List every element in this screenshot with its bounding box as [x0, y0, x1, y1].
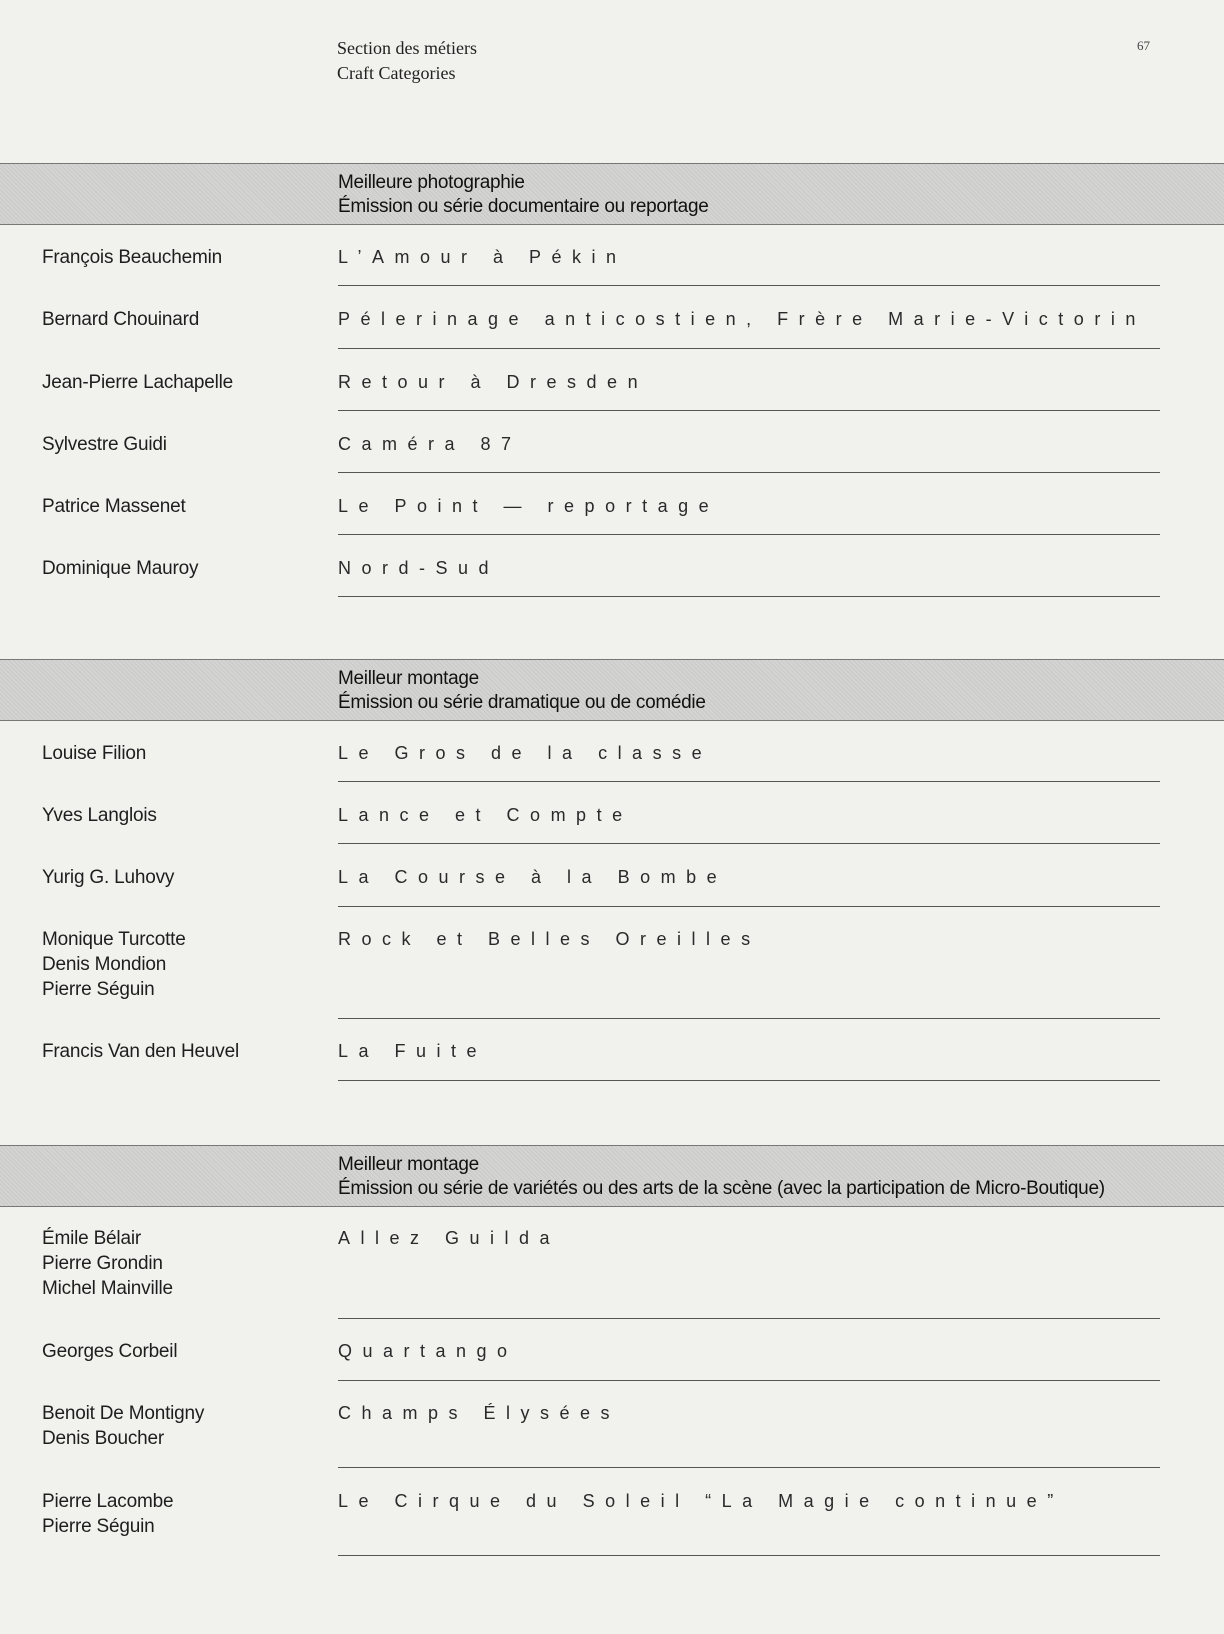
divider: [338, 1018, 1160, 1019]
nominee-names: [42, 1489, 173, 1539]
program-title: Caméra 87: [338, 434, 522, 454]
nominee-names: [42, 865, 174, 890]
nominee-name: Jean-Pierre Lachapelle: [42, 372, 233, 393]
program-title: Retour à Dresden: [338, 372, 649, 392]
divider: [338, 1080, 1160, 1081]
program-title: Lance et Compte: [338, 805, 633, 825]
nominee-name: François Beauchemin: [42, 247, 222, 268]
category-band: [0, 1145, 1224, 1207]
section-heading-en: Craft Categories: [337, 63, 456, 83]
nominee-names: [42, 803, 157, 828]
nominee-name: Louise Filion: [42, 743, 147, 764]
program-title: Pélerinage anticostien, Frère Marie-Victorin: [338, 309, 1146, 329]
nominee-name: Sylvestre Guidi: [42, 434, 167, 455]
program-title: Rock et Belles Oreilles: [338, 929, 761, 949]
divider: [338, 534, 1160, 535]
nominee-names: [42, 494, 186, 519]
category-section: [0, 1145, 1224, 1207]
program-title: Quartango: [338, 1341, 518, 1361]
program-title: Nord-Sud: [338, 558, 500, 578]
category-title: Meilleure photographie: [338, 172, 525, 193]
nominee-names: [42, 556, 198, 581]
nominee-names: [42, 741, 146, 766]
program-title: La Course à la Bombe: [338, 867, 728, 887]
program-title: L’Amour à Pékin: [338, 247, 627, 267]
divider: [338, 906, 1160, 907]
category-subtitle: Émission ou série de variétés ou des arts de la scène (avec la participation de Micro-Boutique): [338, 1178, 1105, 1199]
divider: [338, 472, 1160, 473]
category-section: [0, 163, 1224, 225]
divider: [338, 596, 1160, 597]
program-title: Le Cirque du Soleil “La Magie continue”: [338, 1491, 1064, 1511]
nominee-name: Patrice Massenet: [42, 496, 186, 517]
nominee-names: [42, 245, 222, 270]
nominee-name: Pierre Grondin: [42, 1253, 163, 1274]
category-section: [0, 659, 1224, 721]
program-title: Le Gros de la classe: [338, 743, 713, 763]
divider: [338, 410, 1160, 411]
nominee-name: Bernard Chouinard: [42, 309, 200, 330]
divider: [338, 1380, 1160, 1381]
nominee-name: Georges Corbeil: [42, 1341, 178, 1362]
nominee-names: [42, 1039, 239, 1064]
page-header: [337, 36, 477, 86]
nominee-name: Monique Turcotte: [42, 929, 186, 950]
divider: [338, 348, 1160, 349]
nominee-names: [42, 432, 167, 457]
nominee-name: Yves Langlois: [42, 805, 157, 826]
category-band: [0, 163, 1224, 225]
program-title: Allez Guilda: [338, 1228, 561, 1248]
nominee-name: Denis Boucher: [42, 1428, 165, 1449]
category-title: Meilleur montage: [338, 668, 479, 689]
category-subtitle: Émission ou série documentaire ou reportage: [338, 196, 709, 217]
nominee-name: Yurig G. Luhovy: [42, 867, 175, 888]
nominee-name: Dominique Mauroy: [42, 558, 199, 579]
nominee-name: Michel Mainville: [42, 1278, 173, 1299]
nominee-names: [42, 307, 199, 332]
nominee-names: [42, 1401, 204, 1451]
nominee-name: Denis Mondion: [42, 954, 167, 975]
program-title: Le Point — reportage: [338, 496, 720, 516]
category-title: Meilleur montage: [338, 1154, 479, 1175]
divider: [338, 1467, 1160, 1468]
section-heading-fr: Section des métiers: [337, 38, 477, 58]
page-number: 67: [1137, 38, 1150, 53]
divider: [338, 781, 1160, 782]
divider: [338, 843, 1160, 844]
category-band: [0, 659, 1224, 721]
nominee-names: [42, 1226, 173, 1301]
nominee-name: Benoit De Montigny: [42, 1403, 205, 1424]
divider: [338, 1318, 1160, 1319]
divider: [338, 1555, 1160, 1556]
nominee-name: Émile Bélair: [42, 1228, 141, 1249]
nominee-name: Francis Van den Heuvel: [42, 1041, 239, 1062]
nominee-name: Pierre Lacombe: [42, 1491, 174, 1512]
category-subtitle: Émission ou série dramatique ou de comédie: [338, 692, 706, 713]
program-title: La Fuite: [338, 1041, 488, 1061]
nominee-names: [42, 1339, 177, 1364]
nominee-name: Pierre Séguin: [42, 1516, 155, 1537]
program-title: Champs Élysées: [338, 1403, 621, 1423]
nominee-names: [42, 370, 233, 395]
divider: [338, 285, 1160, 286]
nominee-names: [42, 927, 186, 1002]
nominee-name: Pierre Séguin: [42, 979, 155, 1000]
